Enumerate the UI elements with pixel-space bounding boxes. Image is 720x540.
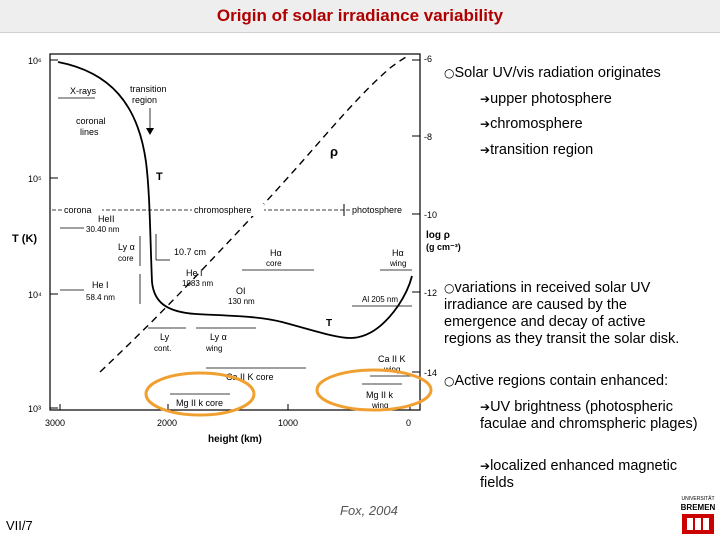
svg-text:BREMEN: BREMEN <box>680 503 716 512</box>
right-tick-12: -12 <box>424 288 438 298</box>
label-lya-wing-2: wing <box>206 344 223 353</box>
label-oi-1: OI <box>236 286 246 296</box>
arrow-icon: ➔ <box>480 143 491 157</box>
label-caii-k-wing-1: Ca II K <box>378 354 406 364</box>
label-ly-cont-2: cont. <box>154 344 172 353</box>
y-tick-1e5: 10⁵ <box>28 174 42 184</box>
sub-bullet-upper-photosphere: ➔upper photosphere <box>480 91 612 107</box>
label-mgii-k-wing-2: wing <box>372 401 389 410</box>
label-mgii-k-wing-1: Mg II k <box>366 390 394 400</box>
slide-title: Origin of solar irradiance variability <box>216 6 504 25</box>
solar-atmosphere-diagram <box>0 44 461 454</box>
x-tick-0: 0 <box>406 418 412 428</box>
hollow-bullet-icon: ○ <box>444 66 455 80</box>
curve-t-label-upper: T <box>156 171 163 183</box>
label-xrays: X-rays <box>70 86 97 96</box>
right-tick-6: -6 <box>424 54 433 64</box>
y-axis-label: T (K) <box>12 233 38 245</box>
x-tick-3000: 3000 <box>45 418 66 428</box>
label-heii-2: 30.40 nm <box>86 225 120 234</box>
right-tick-8: -8 <box>424 132 433 142</box>
bullet-uv-origin: ○Solar UV/vis radiation originates <box>444 65 661 81</box>
arrow-icon: ➔ <box>480 459 491 473</box>
label-hei-584-1: He I <box>92 280 109 290</box>
bullet-variations: ○variations in received solar UV irradiance are caused by the emergence and decay of active regions as they transit the solar disk. <box>444 280 680 347</box>
label-corona: corona <box>64 205 92 215</box>
label-chromosphere: chromosphere <box>194 205 252 215</box>
right-axis-label: log ρ <box>426 230 450 241</box>
label-transition-1: transition <box>130 84 167 94</box>
x-tick-1000: 1000 <box>278 418 299 428</box>
sub-bullet-uv-brightness: ➔UV brightness (photospheric faculae and chromspheric plages) <box>480 399 698 432</box>
label-hei-1083-1: He I <box>186 268 203 278</box>
label-coronal-1: coronal <box>76 116 106 126</box>
label-10-7cm: 10.7 cm <box>174 247 207 257</box>
right-tick-14: -14 <box>424 368 438 378</box>
label-ly-cont-1: Ly <box>160 332 170 342</box>
label-heii-1: HeII <box>98 214 115 224</box>
page-number: VII/7 <box>6 518 33 533</box>
right-axis-unit: (g cm⁻³) <box>426 242 461 252</box>
label-al-205: Al 205 nm <box>362 295 399 304</box>
y-tick-1e4: 10⁴ <box>28 290 42 300</box>
curve-t-label-lower: T <box>326 318 333 329</box>
y-tick-1e3: 10³ <box>28 404 42 414</box>
label-oi-2: 130 nm <box>228 297 255 306</box>
label-transition-2: region <box>132 95 158 105</box>
label-ha-core-1: Hα <box>270 248 282 258</box>
label-hei-1083-2: 1083 nm <box>182 279 214 288</box>
arrow-icon: ➔ <box>480 117 491 131</box>
label-hei-584-2: 58.4 nm <box>86 293 115 302</box>
bullet-active-regions: ○Active regions contain enhanced: <box>444 373 669 389</box>
sub-bullet-transition-region: ➔transition region <box>480 142 594 158</box>
hollow-bullet-icon: ○ <box>444 281 455 295</box>
curve-rho-label: ρ <box>330 144 339 159</box>
x-tick-2000: 2000 <box>157 418 178 428</box>
y-tick-1e6: 10⁶ <box>28 56 42 66</box>
label-lya-core-2: core <box>118 254 134 263</box>
sub-bullet-chromosphere: ➔chromosphere <box>480 116 583 132</box>
label-ha-core-2: core <box>266 259 282 268</box>
label-lya-wing-1: Ly α <box>210 332 227 342</box>
label-coronal-2: lines <box>80 127 99 137</box>
label-caii-k-wing-2: wing <box>384 365 401 374</box>
label-photosphere: photosphere <box>352 205 403 215</box>
label-caii-k-core: Ca II K core <box>226 372 274 382</box>
right-tick-10: -10 <box>424 210 438 220</box>
label-ha-wing-2: wing <box>390 259 407 268</box>
sub-bullet-magnetic-fields: ➔localized enhanced magnetic fields <box>480 458 678 491</box>
arrow-icon: ➔ <box>480 400 491 414</box>
figure-credit: Fox, 2004 <box>340 503 398 518</box>
x-axis-label: height (km) <box>208 434 262 445</box>
university-logo <box>678 494 718 536</box>
hollow-bullet-icon: ○ <box>444 374 455 388</box>
label-ha-wing-1: Hα <box>392 248 404 258</box>
label-lya-core-1: Ly α <box>118 242 135 252</box>
svg-text:UNIVERSITÄT: UNIVERSITÄT <box>681 496 715 502</box>
label-mgii-k-core: Mg II k core <box>176 398 224 408</box>
arrow-icon: ➔ <box>480 92 491 106</box>
